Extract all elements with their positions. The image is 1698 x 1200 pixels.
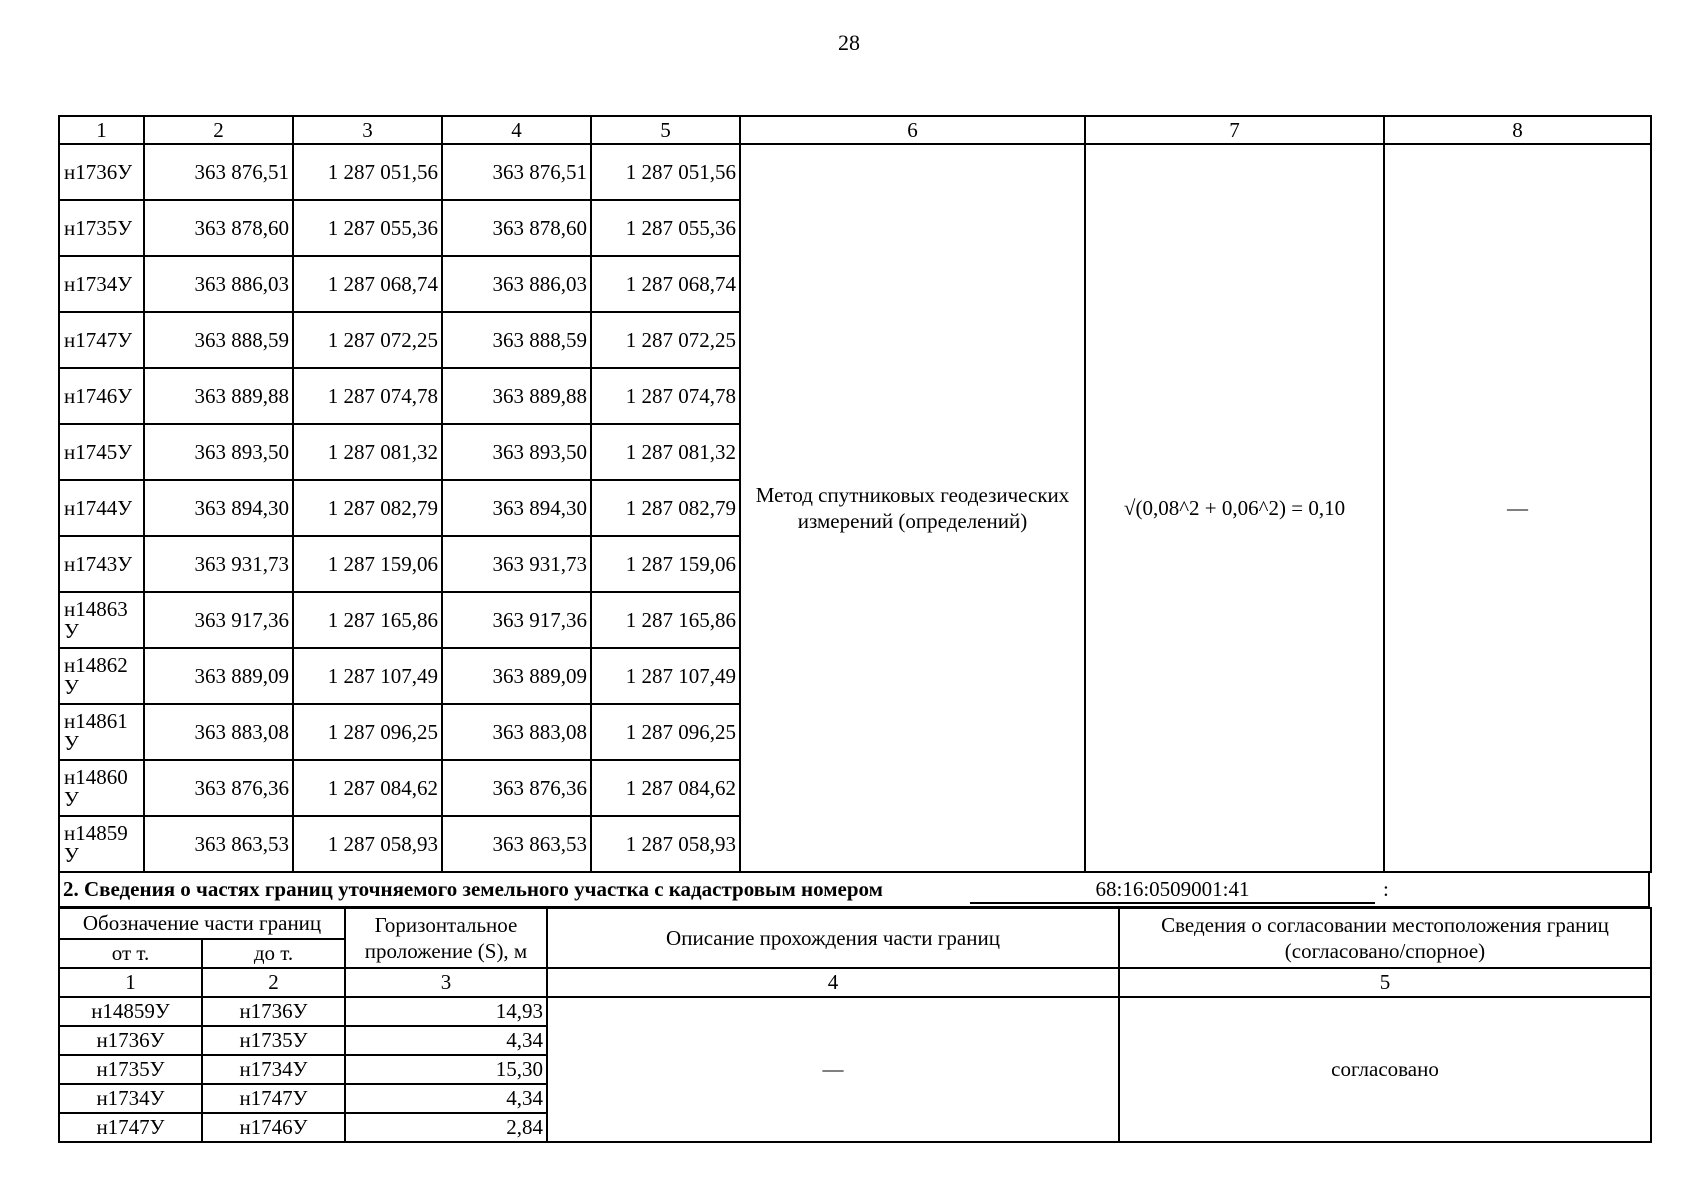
point-name: н14860 У	[59, 760, 144, 816]
from-point: н1734У	[59, 1084, 202, 1113]
x-refined: 363 893,50	[442, 424, 591, 480]
x-refined: 363 883,08	[442, 704, 591, 760]
cadastral-number: 68:16:0509001:41	[970, 876, 1375, 904]
x-refined: 363 888,59	[442, 312, 591, 368]
x-existing: 363 883,08	[144, 704, 293, 760]
section2-title-cell	[59, 872, 1649, 907]
y-existing: 1 287 068,74	[293, 256, 442, 312]
horizontal-distance: 15,30	[345, 1055, 547, 1084]
to-point: н1747У	[202, 1084, 345, 1113]
section2-title-table	[58, 871, 1650, 908]
section2-column-numbers-row	[59, 968, 1651, 997]
horizontal-header: Горизонтальное проложение (S), м	[345, 908, 547, 968]
agreement-header: Сведения о согласовании местоположения границ (согласовано/спорное)	[1119, 908, 1651, 968]
x-existing: 363 888,59	[144, 312, 293, 368]
column-number: 3	[293, 116, 442, 144]
column-number: 6	[740, 116, 1085, 144]
y-existing: 1 287 051,56	[293, 144, 442, 200]
horizontal-distance: 4,34	[345, 1026, 547, 1055]
from-header: от т.	[59, 939, 202, 968]
y-refined: 1 287 107,49	[591, 648, 740, 704]
point-name: н1734У	[59, 256, 144, 312]
agreement-cell: согласовано	[1119, 997, 1651, 1142]
x-refined: 363 886,03	[442, 256, 591, 312]
x-refined: 363 876,51	[442, 144, 591, 200]
x-refined: 363 931,73	[442, 536, 591, 592]
x-refined: 363 863,53	[442, 816, 591, 872]
description-header: Описание прохождения части границ	[547, 908, 1119, 968]
column-number: 3	[345, 968, 547, 997]
y-refined: 1 287 081,32	[591, 424, 740, 480]
y-refined: 1 287 068,74	[591, 256, 740, 312]
y-refined: 1 287 074,78	[591, 368, 740, 424]
x-refined: 363 876,36	[442, 760, 591, 816]
column-numbers-row	[59, 116, 1651, 144]
x-existing: 363 894,30	[144, 480, 293, 536]
y-existing: 1 287 084,62	[293, 760, 442, 816]
y-existing: 1 287 159,06	[293, 536, 442, 592]
y-existing: 1 287 107,49	[293, 648, 442, 704]
y-refined: 1 287 165,86	[591, 592, 740, 648]
y-refined: 1 287 055,36	[591, 200, 740, 256]
page-number: 28	[838, 30, 860, 55]
point-name: н1743У	[59, 536, 144, 592]
y-refined: 1 287 084,62	[591, 760, 740, 816]
y-existing: 1 287 165,86	[293, 592, 442, 648]
x-refined: 363 889,09	[442, 648, 591, 704]
x-existing: 363 889,88	[144, 368, 293, 424]
point-name: н14861 У	[59, 704, 144, 760]
column-number: 5	[1119, 968, 1651, 997]
section2-title: 2. Сведения о частях границ уточняемого земельного участка с кадастровым номером	[63, 877, 883, 901]
y-existing: 1 287 081,32	[293, 424, 442, 480]
col8-cell: —	[1384, 144, 1651, 872]
horizontal-distance: 14,93	[345, 997, 547, 1026]
x-existing: 363 886,03	[144, 256, 293, 312]
x-refined: 363 894,30	[442, 480, 591, 536]
point-name: н14862 У	[59, 648, 144, 704]
x-existing: 363 878,60	[144, 200, 293, 256]
y-existing: 1 287 096,25	[293, 704, 442, 760]
column-number: 1	[59, 968, 202, 997]
to-point: н1734У	[202, 1055, 345, 1084]
y-refined: 1 287 082,79	[591, 480, 740, 536]
point-name: н14859 У	[59, 816, 144, 872]
point-name: н14863 У	[59, 592, 144, 648]
column-number: 2	[202, 968, 345, 997]
point-name: н1745У	[59, 424, 144, 480]
horizontal-distance: 2,84	[345, 1113, 547, 1142]
cadastral-colon: :	[1383, 877, 1389, 901]
coordinate-row	[59, 144, 1651, 200]
y-existing: 1 287 082,79	[293, 480, 442, 536]
horizontal-distance: 4,34	[345, 1084, 547, 1113]
y-refined: 1 287 072,25	[591, 312, 740, 368]
x-refined: 363 878,60	[442, 200, 591, 256]
y-existing: 1 287 055,36	[293, 200, 442, 256]
x-existing: 363 893,50	[144, 424, 293, 480]
to-point: н1735У	[202, 1026, 345, 1055]
x-existing: 363 931,73	[144, 536, 293, 592]
to-point: н1746У	[202, 1113, 345, 1142]
from-point: н1747У	[59, 1113, 202, 1142]
boundary-parts-table	[58, 907, 1652, 1143]
description-cell: —	[547, 997, 1119, 1142]
from-point: н1735У	[59, 1055, 202, 1084]
y-refined: 1 287 058,93	[591, 816, 740, 872]
column-number: 4	[442, 116, 591, 144]
coordinates-table	[58, 115, 1652, 873]
from-point: н14859У	[59, 997, 202, 1026]
x-existing: 363 863,53	[144, 816, 293, 872]
column-number: 2	[144, 116, 293, 144]
column-number: 5	[591, 116, 740, 144]
y-refined: 1 287 159,06	[591, 536, 740, 592]
method-cell: Метод спутниковых геодезических измерений (определений)	[740, 144, 1085, 872]
x-existing: 363 876,51	[144, 144, 293, 200]
y-existing: 1 287 058,93	[293, 816, 442, 872]
x-existing: 363 917,36	[144, 592, 293, 648]
point-name: н1746У	[59, 368, 144, 424]
point-name: н1736У	[59, 144, 144, 200]
x-refined: 363 889,88	[442, 368, 591, 424]
point-name: н1747У	[59, 312, 144, 368]
y-existing: 1 287 074,78	[293, 368, 442, 424]
point-name: н1744У	[59, 480, 144, 536]
boundary-part-row	[59, 997, 1651, 1026]
to-point: н1736У	[202, 997, 345, 1026]
y-refined: 1 287 096,25	[591, 704, 740, 760]
column-number: 4	[547, 968, 1119, 997]
point-name: н1735У	[59, 200, 144, 256]
y-refined: 1 287 051,56	[591, 144, 740, 200]
x-existing: 363 889,09	[144, 648, 293, 704]
accuracy-cell: √(0,08^2 + 0,06^2) = 0,10	[1085, 144, 1384, 872]
to-header: до т.	[202, 939, 345, 968]
x-refined: 363 917,36	[442, 592, 591, 648]
part-designation-header: Обозначение части границ	[59, 908, 345, 939]
column-number: 8	[1384, 116, 1651, 144]
y-existing: 1 287 072,25	[293, 312, 442, 368]
from-point: н1736У	[59, 1026, 202, 1055]
column-number: 7	[1085, 116, 1384, 144]
x-existing: 363 876,36	[144, 760, 293, 816]
column-number: 1	[59, 116, 144, 144]
